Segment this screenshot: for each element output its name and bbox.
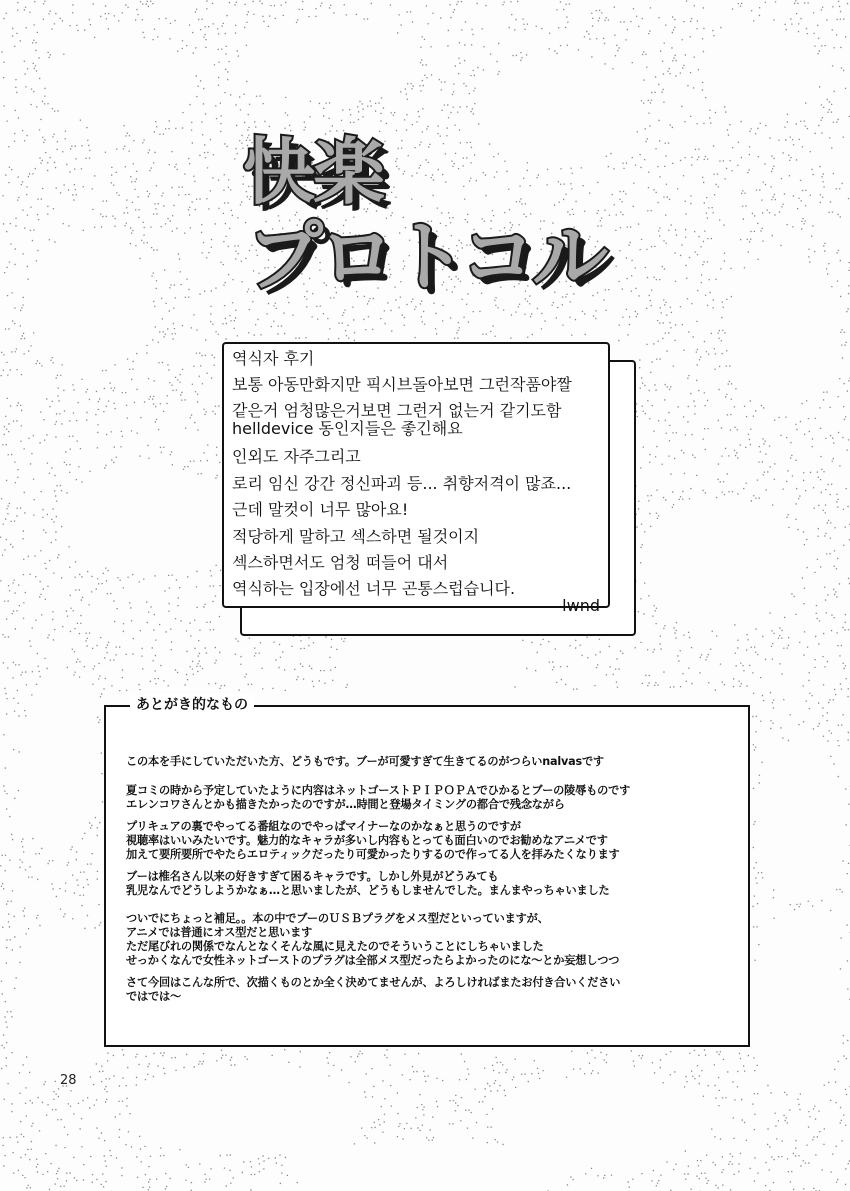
note-heading: 역식자 후기 (232, 349, 315, 368)
afterword-line: この本を手にしていただいた方、どうもです。ブーが可愛すぎて生きてるのがつらいnalvasです (126, 755, 604, 768)
translator-note (222, 342, 610, 615)
title-line-1: 快楽 (243, 130, 384, 214)
title-logo (225, 110, 685, 300)
afterword-line: ついでにちょっと補足。。本の中でブーのＵＳＢプラグをメス型だといっていますが、 (126, 912, 549, 925)
afterword-line: ではでは～ (126, 990, 181, 1003)
page-number: 28 (60, 1073, 77, 1088)
note-signature: lwnd (562, 596, 600, 615)
afterword-title: あとがき的なもの (130, 694, 254, 714)
title-line-2: プロトコル (247, 212, 604, 301)
afterword-box (104, 697, 750, 1047)
afterword-line: ブーは椎名さん以来の好きすぎて困るキャラです。しかし外見がどうみても (126, 870, 499, 883)
note-line: 인외도 자주그리고 (232, 447, 361, 466)
afterword-line: 乳児なんでどうしようかなぁ…と思いましたが、どうもしませんでした。まんまやっちゃいました (126, 884, 610, 897)
note-line: helldevice 동인지들은 좋긴해요 (232, 419, 463, 438)
note-line: 섹스하면서도 엄청 떠들어 대서 (232, 553, 449, 572)
afterword-line: プリキュアの裏でやってる番組なのでやっぱマイナーなのかなぁと思うのですが (126, 820, 521, 833)
note-line: 보통 아동만화지만 픽시브돌아보면 그런작품야짤 (232, 375, 572, 394)
note-line: 같은거 엄청많은거보면 그런거 없는거 같기도함 (232, 401, 562, 420)
afterword-line: 加えて要所要所でやたらエロティックだったり可愛かったりするので作ってる人を拝みたくなります (126, 848, 620, 861)
note-line: 역식하는 입장에선 너무 곤통스럽습니다. (232, 579, 516, 598)
afterword-line: エレンコワさんとかも描きたかったのですが…時間と登場タイミングの都合で残念ながら (126, 798, 565, 811)
note-line: 로리 임신 강간 정신파괴 등... 취향저격이 많죠... (232, 474, 572, 493)
note-line: 적당하게 말하고 섹스하면 될것이지 (232, 527, 480, 546)
note-line: 근데 말컷이 너무 많아요! (232, 500, 409, 519)
afterword-line: さて今回はこんな所で、次描くものとか全く決めてませんが、よろしければまたお付き合いください (126, 976, 621, 989)
afterword-line: せっかくなんで女性ネットゴーストのプラグは全部メス型だったらよかったのにな～とか妄想しつつ (126, 954, 620, 967)
afterword-line: ただ尾びれの関係でなんとなくそんな風に見えたのでそういうことにしちゃいました (126, 940, 544, 953)
afterword-line: 夏コミの時から予定していたように内容はネットゴーストＰＩＰＯＰＡでひかるとブーの陵辱ものです (126, 784, 631, 797)
afterword-line: アニメでは普通にオス型だと思います (126, 926, 313, 939)
afterword-line: 視聴率はいいみたいです。魅力的なキャラが多いし内容もとっても面白いのでお勧めなアニメです (126, 834, 608, 847)
